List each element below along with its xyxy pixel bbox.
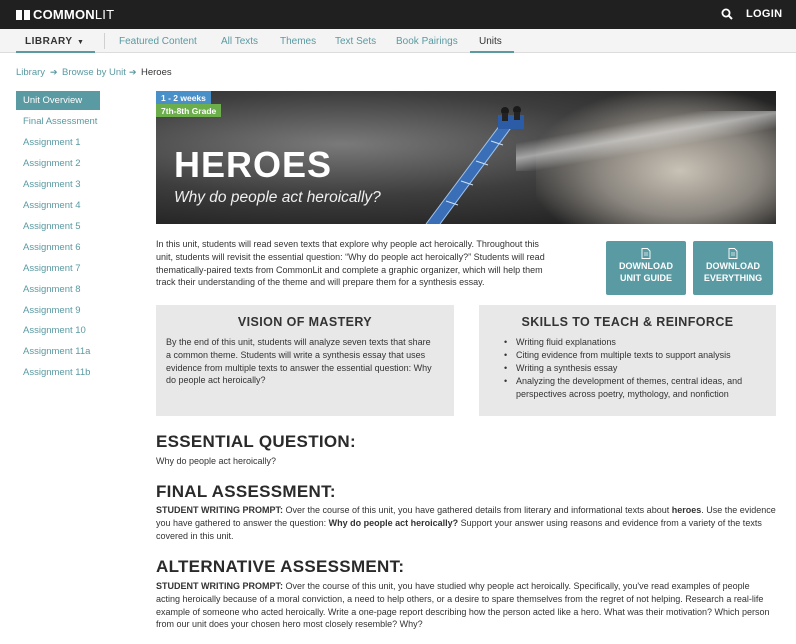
book-icon xyxy=(16,9,30,21)
sidebar-item-unit-overview[interactable]: Unit Overview xyxy=(16,91,100,110)
library-nav xyxy=(0,29,796,53)
final-assessment-text: STUDENT WRITING PROMPT: Over the course of this unit, you have gathered details from literary and informational texts about heroes. Use the evidence you have gathered to answer the question: Why do people act heroically? Support your answer using reasons and evidence from a variety of the texts covered in this unit. xyxy=(156,505,776,541)
sidebar-item-assignment-3[interactable]: Assignment 3 xyxy=(23,179,81,190)
sidebar-item-assignment-4[interactable]: Assignment 4 xyxy=(23,200,81,211)
nav-divider xyxy=(104,33,105,49)
vision-title: VISION OF MASTERY xyxy=(237,315,373,329)
nav-units[interactable]: Units xyxy=(479,36,502,47)
caret-down-icon: ▼ xyxy=(74,39,85,46)
final-assessment-heading: FINAL ASSESSMENT: xyxy=(156,482,336,501)
grade-badge: 7th-8th Grade xyxy=(156,104,221,117)
skills-list xyxy=(502,336,767,401)
sidebar-item-assignment-6[interactable]: Assignment 6 xyxy=(23,242,81,253)
search-icon[interactable] xyxy=(721,8,733,20)
skills-panel xyxy=(479,305,776,416)
sidebar-item-assignment-11b[interactable]: Assignment 11b xyxy=(23,367,91,378)
list-item: • Writing a synthesis essay xyxy=(502,362,767,375)
nav-book-pairings[interactable]: Book Pairings xyxy=(396,36,458,47)
essential-question-text: Why do people act heroically? xyxy=(156,456,277,466)
vision-of-mastery-panel xyxy=(156,305,454,416)
breadcrumb-library[interactable]: Library xyxy=(16,67,46,78)
alternative-assessment-text: STUDENT WRITING PROMPT: Over the course of this unit, you have studied why people act heroically. Specifically, you've read examples of people acting heroically because of a moral conviction, a need to help others, or a desire to spare themselves from the regret of not helping. Research a real-life example of someone who acted heroically. Write a one-page report describing how the person acted like a hero. What was their motivation? Which person from our unit does your chosen hero most closely resemble? Why? xyxy=(156,581,770,630)
list-item: • Analyzing the development of themes, central ideas, and perspectives across poetry, mythology, and nonfiction xyxy=(502,375,767,401)
unit-title: HEROES xyxy=(174,144,333,185)
unit-intro-text: In this unit, students will read seven texts that explore why people act heroically. Throughout this unit, students will revisit the essential question: “Why do people act heroically?” Students will read thematically-paired texts from CommonLit and complete a graphic organizer, which will help them track their understanding of the theme and will prepare them for a synthesis essay. xyxy=(156,239,545,288)
duration-badge: 1 - 2 weeks xyxy=(156,91,211,104)
arrow-right-icon: ➔ xyxy=(129,67,137,77)
nav-themes[interactable]: Themes xyxy=(280,36,317,47)
commonlit-logo[interactable] xyxy=(16,7,114,22)
document-icon xyxy=(728,248,738,259)
breadcrumb-browse-by-unit[interactable]: Browse by Unit xyxy=(62,67,126,78)
skills-title: SKILLS TO TEACH & REINFORCE xyxy=(521,315,734,329)
library-dropdown[interactable]: LIBRARY ▼ xyxy=(16,29,95,53)
arrow-right-icon: ➔ xyxy=(50,67,58,77)
sidebar-item-assignment-10[interactable]: Assignment 10 xyxy=(23,325,86,336)
sidebar-item-assignment-5[interactable]: Assignment 5 xyxy=(23,221,81,232)
sidebar-item-assignment-9[interactable]: Assignment 9 xyxy=(23,305,81,316)
sidebar-item-assignment-2[interactable]: Assignment 2 xyxy=(23,158,81,169)
fire-ladder-illustration xyxy=(406,101,556,224)
list-item: • Writing fluid explanations xyxy=(502,336,767,349)
sidebar-item-assignment-11a[interactable]: Assignment 11a xyxy=(23,346,91,357)
sidebar-item-assignment-8[interactable]: Assignment 8 xyxy=(23,284,81,295)
breadcrumb-current: Heroes xyxy=(141,67,172,78)
list-item: • Citing evidence from multiple texts to support analysis xyxy=(502,349,767,362)
active-tab-indicator xyxy=(470,51,514,53)
download-unit-guide-button[interactable]: DOWNLOAD UNIT GUIDE xyxy=(606,241,686,295)
nav-text-sets[interactable]: Text Sets xyxy=(335,36,377,47)
sidebar-item-assignment-1[interactable]: Assignment 1 xyxy=(23,137,81,148)
sidebar-item-assignment-7[interactable]: Assignment 7 xyxy=(23,263,81,274)
login-link[interactable]: LOGIN xyxy=(746,8,783,20)
essential-question-heading: ESSENTIAL QUESTION: xyxy=(156,432,356,451)
download-everything-button[interactable]: DOWNLOAD EVERYTHING xyxy=(693,241,773,295)
nav-featured-content[interactable]: Featured Content xyxy=(119,36,197,47)
alternative-assessment-heading: ALTERNATIVE ASSESSMENT: xyxy=(156,557,405,576)
document-icon xyxy=(641,248,651,259)
sidebar-item-final-assessment[interactable]: Final Assessment xyxy=(23,116,98,127)
logo-text: COMMONLIT xyxy=(33,7,115,22)
unit-subtitle: Why do people act heroically? xyxy=(174,189,381,206)
top-bar xyxy=(0,0,796,29)
vision-text: By the end of this unit, students will analyze seven texts that share a common theme. Students will write a synthesis essay that uses evidence from multiple texts to answer the essential question: Why do people act heroically? xyxy=(166,337,432,386)
nav-all-texts[interactable]: All Texts xyxy=(221,36,259,47)
